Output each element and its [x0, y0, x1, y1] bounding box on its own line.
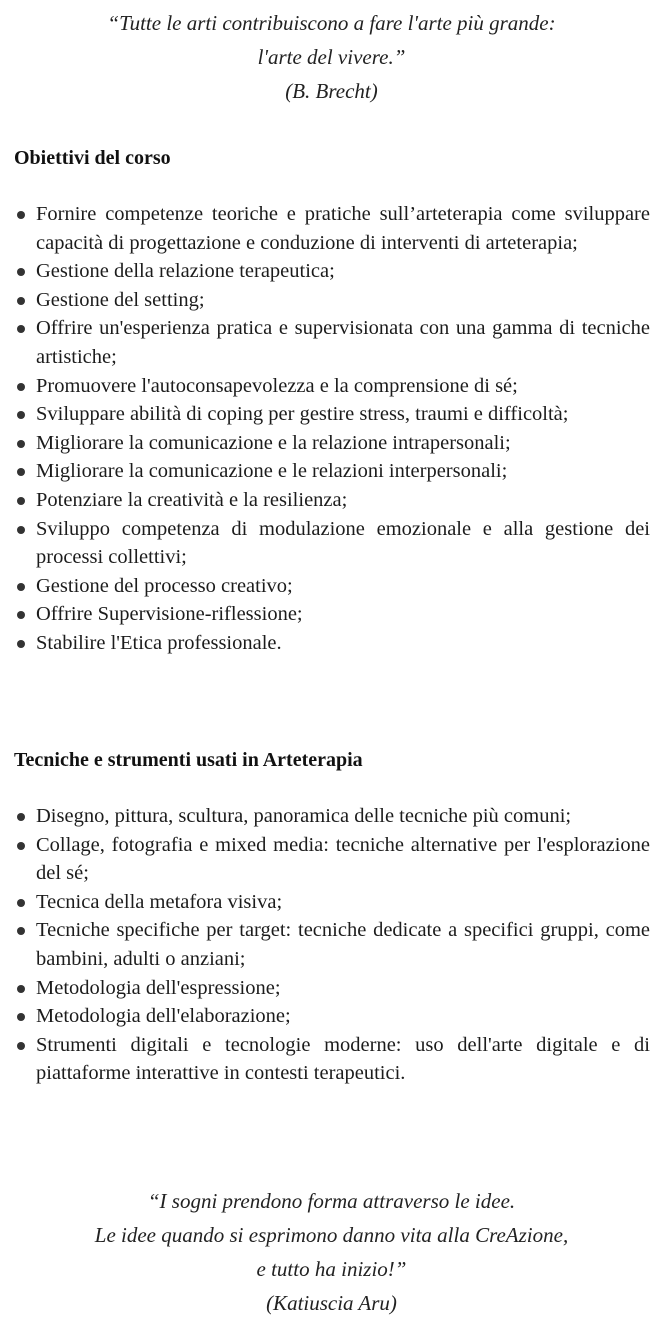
list-item: Metodologia dell'elaborazione;	[14, 1002, 650, 1031]
list-item: Migliorare la comunicazione e le relazioni interpersonali;	[14, 457, 650, 486]
list-item: Collage, fotografia e mixed media: tecniche alternative per l'esplorazione del sé;	[14, 831, 650, 888]
objectives-heading: Obiettivi del corso	[14, 147, 171, 169]
quote-author: (B. Brecht)	[285, 79, 378, 103]
list-item: Fornire competenze teoriche e pratiche sull’arteterapia come sviluppare capacità di progettazione e conduzione di interventi di arteterapia;	[14, 200, 650, 257]
list-item: Potenziare la creatività e la resilienza;	[14, 486, 650, 515]
list-item: Gestione della relazione terapeutica;	[14, 257, 650, 286]
list-item: Stabilire l'Etica professionale.	[14, 629, 650, 658]
list-item: Offrire Supervisione-riflessione;	[14, 600, 650, 629]
list-item: Offrire un'esperienza pratica e supervisionata con una gamma di tecniche artistiche;	[14, 314, 650, 371]
list-item: Gestione del setting;	[14, 286, 650, 315]
opening-quote	[0, 6, 663, 108]
list-item: Tecniche specifiche per target: tecniche dedicate a specifici gruppi, come bambini, adulti o anziani;	[14, 916, 650, 973]
list-item: Metodologia dell'espressione;	[14, 974, 650, 1003]
quote-line: l'arte del vivere.”	[257, 45, 406, 69]
list-item: Migliorare la comunicazione e la relazione intrapersonali;	[14, 429, 650, 458]
quote-line: “I sogni prendono forma attraverso le idee.	[147, 1189, 516, 1213]
quote-line: Le idee quando si esprimono danno vita alla CreAzione,	[94, 1223, 569, 1247]
list-item: Strumenti digitali e tecnologie moderne: uso dell'arte digitale e di piattaforme interattive in contesti terapeutici.	[14, 1031, 650, 1088]
quote-line: “Tutte le arti contribuiscono a fare l'arte più grande:	[107, 11, 556, 35]
list-item: Tecnica della metafora visiva;	[14, 888, 650, 917]
list-item: Promuovere l'autoconsapevolezza e la comprensione di sé;	[14, 372, 650, 401]
quote-line: e tutto ha inizio!”	[256, 1257, 407, 1281]
techniques-heading: Tecniche e strumenti usati in Arteterapia	[14, 749, 363, 771]
list-item: Sviluppare abilità di coping per gestire stress, traumi e difficoltà;	[14, 400, 650, 429]
closing-quote	[0, 1184, 663, 1320]
list-item: Gestione del processo creativo;	[14, 572, 650, 601]
objectives-list	[14, 200, 650, 658]
list-item: Sviluppo competenza di modulazione emozionale e alla gestione dei processi collettivi;	[14, 515, 650, 572]
list-item: Disegno, pittura, scultura, panoramica delle tecniche più comuni;	[14, 802, 650, 831]
techniques-list	[14, 802, 650, 1088]
quote-author: (Katiuscia Aru)	[266, 1291, 397, 1315]
